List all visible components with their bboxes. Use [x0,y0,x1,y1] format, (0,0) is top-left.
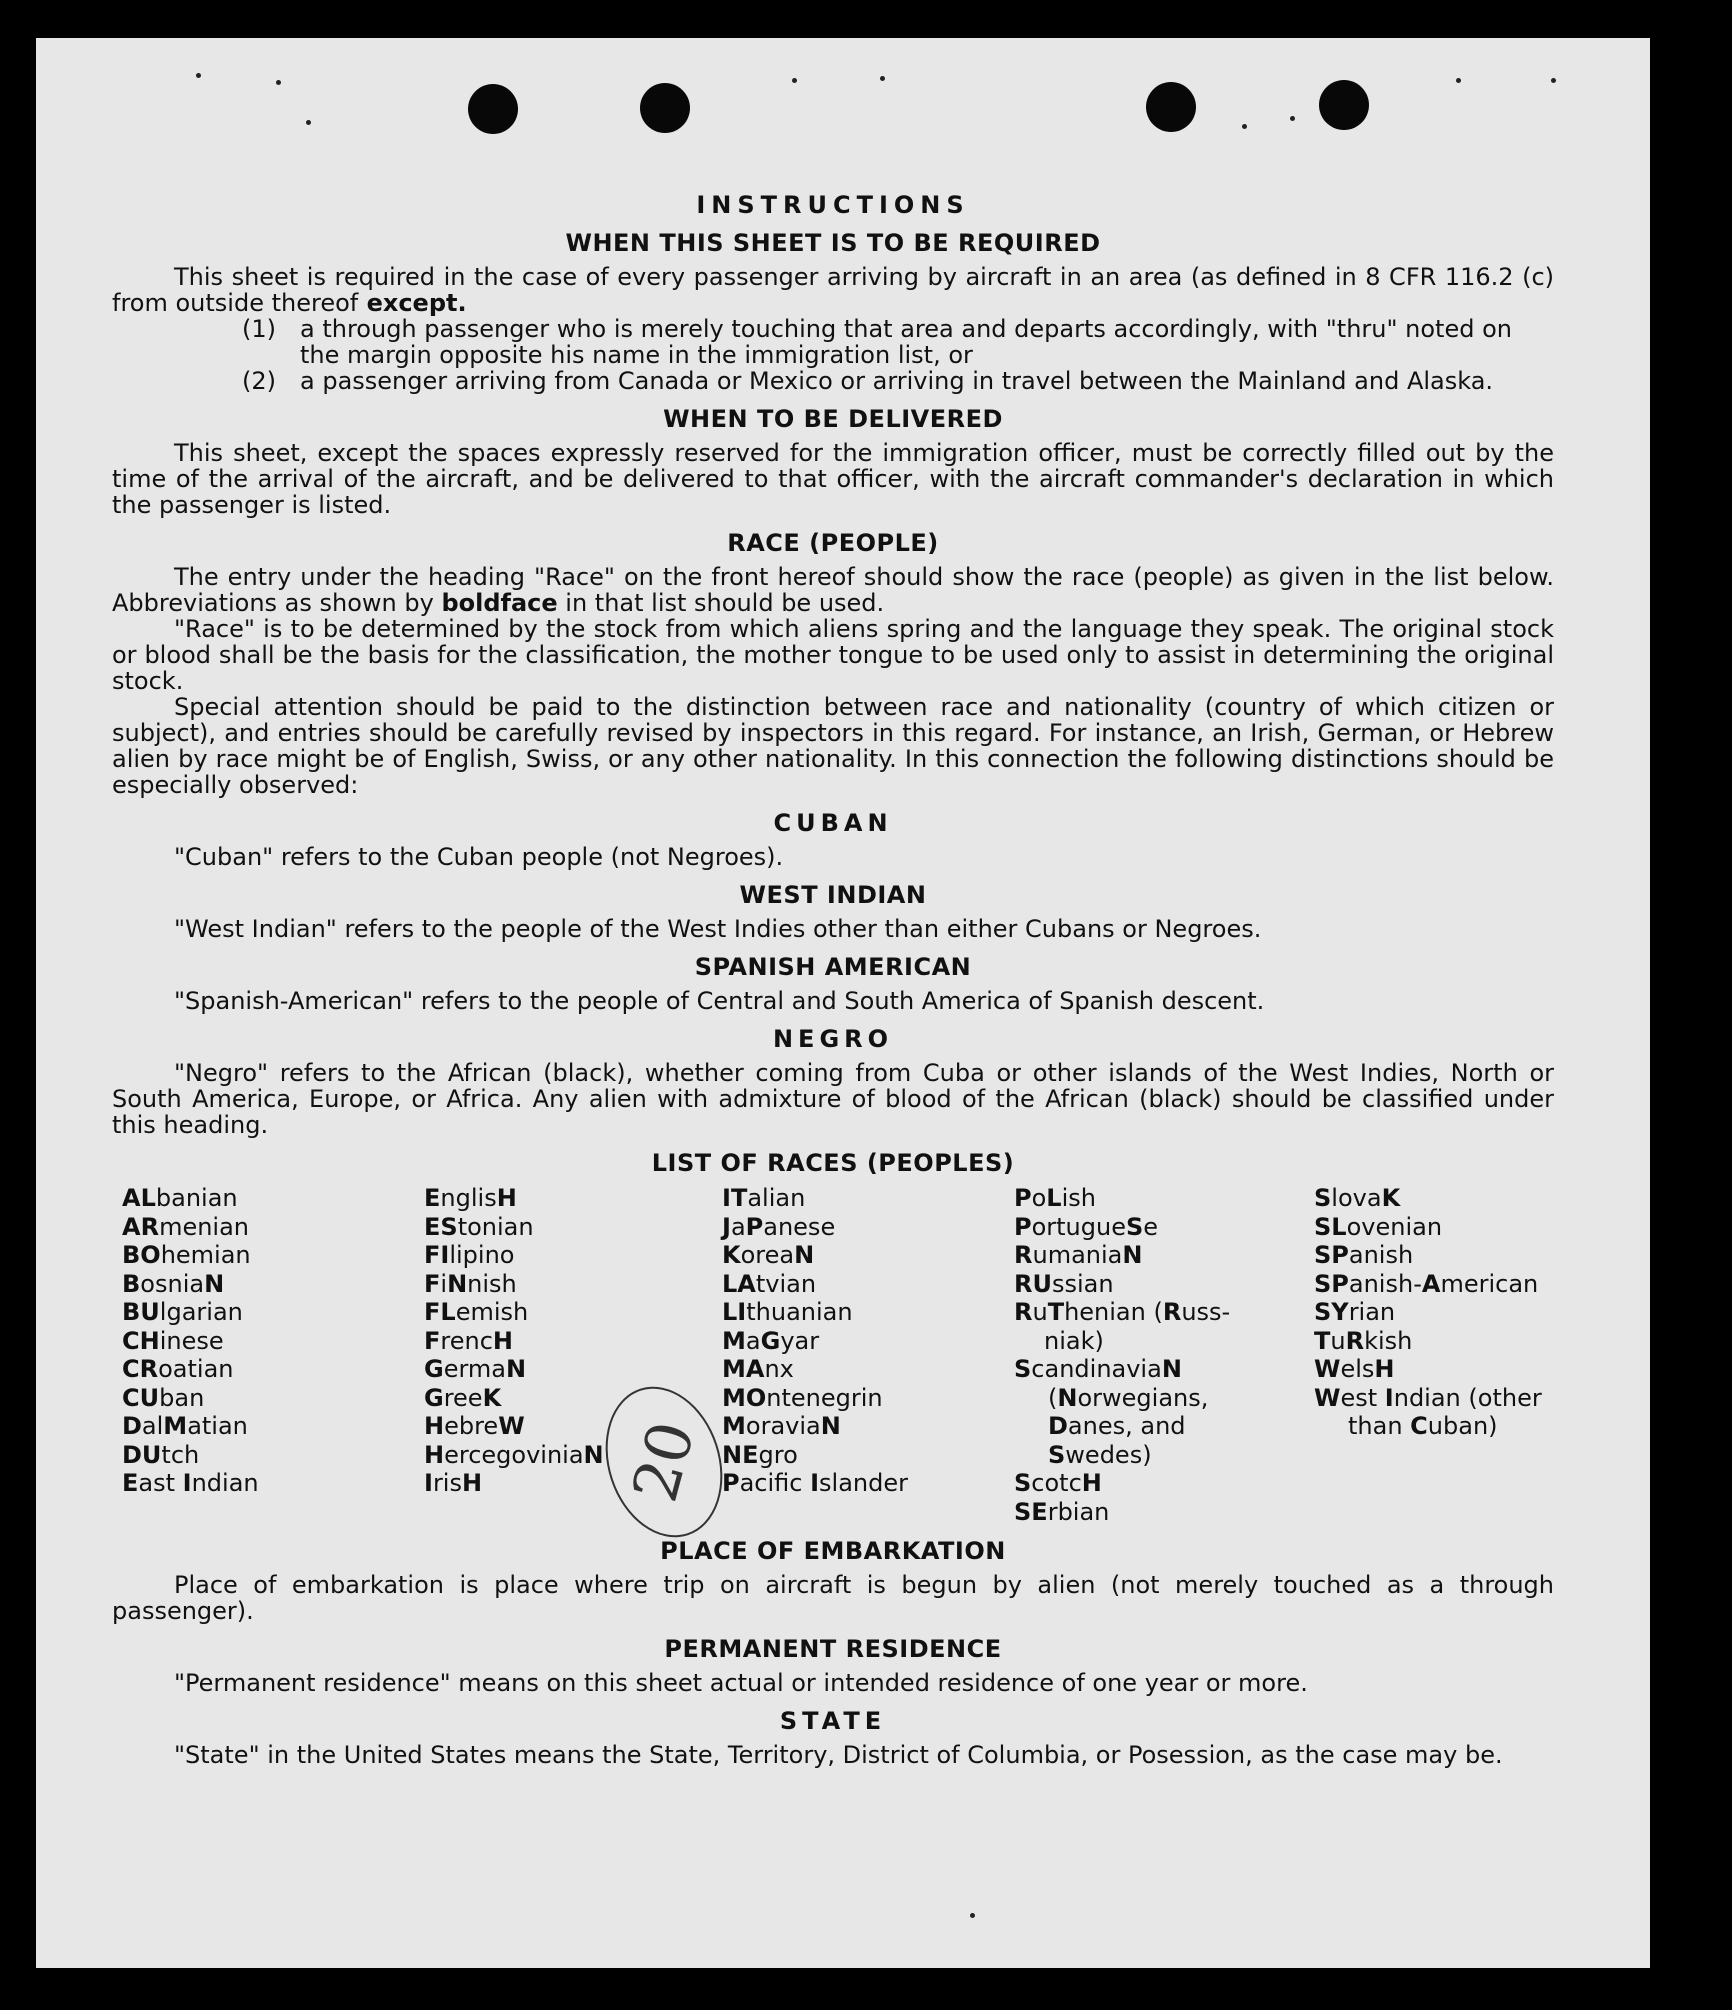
races-column [1314,1184,1554,1526]
race-entry: Pacific Islander [722,1469,909,1497]
race-entry: SYrian [1314,1298,1396,1326]
section-heading: LIST OF RACES (PEOPLES) [651,1149,1015,1177]
race-entry: HercegoviniaN [424,1440,604,1469]
page-title: INSTRUCTIONS [696,191,970,219]
race-entry: West Indian (other [1314,1383,1542,1412]
speck [1242,124,1247,129]
instructions-body [112,150,1554,1768]
handwritten-number: 20 [617,1413,709,1510]
race-entry: RuThenian (Russ- [1014,1298,1231,1326]
race-entry: ARmenian [122,1212,250,1241]
race-entry: DalMatian [122,1412,248,1440]
speck [1290,116,1295,121]
paragraph: This sheet, except the spaces expressly reserved for the immigration officer, must be correctly filled out by the time of the arrival of the aircraft, and be delivered to that officer, with the aircraft commander's declaration in which the passenger is listed. [112,439,1554,519]
race-entry: ScandinaviaN [1014,1355,1182,1383]
race-entry: ITalian [722,1184,806,1212]
race-entry: Swedes) [1048,1440,1152,1469]
paragraph: "Cuban" refers to the Cuban people (not Negroes). [174,843,784,871]
race-entry: HebreW [424,1412,525,1440]
race-entry: GermaN [424,1355,527,1383]
paragraph: "Negro" refers to the African (black), whether coming from Cuba or other islands of the West Indies, North or South America, Europe, or Africa. Any alien with admixture of blood of the African (black) should be classified under this heading. [112,1059,1554,1139]
races-list [112,1184,1554,1526]
races-column [112,1184,424,1526]
race-entry: BUlgarian [122,1298,243,1326]
race-entry: FiNnish [424,1269,517,1298]
race-entry: FIlipino [424,1241,515,1269]
paragraph: Special attention should be paid to the distinction between race and nationality (country of which citizen or subject), and entries should be carefully revised by inspectors in this regard. For instance, an Irish, German, or Hebrew alien by race might be of English, Swiss, or any other nationality. In this connection the following distinctions should be especially observed: [112,693,1554,799]
races-column [722,1184,1014,1526]
race-entry: TuRkish [1314,1326,1413,1355]
race-entry: GreeK [424,1383,502,1412]
punch-hole [1146,82,1196,132]
section-heading: PERMANENT RESIDENCE [664,1635,1002,1663]
speck [880,76,885,81]
section-heading: PLACE OF EMBARKATION [660,1537,1006,1565]
section-heading: CUBAN [773,809,893,837]
paragraph: "Race" is to be determined by the stock from which aliens spring and the language they speak. The original stock or blood shall be the basis for the classification, the mother tongue to be used only to assist in determining the original stock. [112,615,1554,695]
race-entry: SErbian [1014,1497,1110,1526]
race-entry: FrencH [424,1326,514,1355]
race-entry: EStonian [424,1212,534,1241]
race-entry: SPanish [1314,1241,1414,1269]
race-entry: MAnx [722,1355,794,1383]
punch-hole [1319,80,1369,130]
race-entry: PortugueSe [1014,1212,1159,1241]
section-heading: NEGRO [772,1025,894,1053]
race-entry: CRoatian [122,1355,234,1383]
race-entry: DUtch [122,1440,200,1469]
race-entry: Danes, and [1048,1412,1186,1440]
race-entry: BosniaN [122,1269,225,1298]
speck [306,120,311,125]
race-entry: BOhemian [122,1241,251,1269]
section-heading: RACE (PEOPLE) [727,529,939,557]
speck [196,73,201,78]
list-item: (2) a passenger arriving from Canada or Mexico or arriving in travel between the Mainland and Alaska. [242,367,1494,395]
race-entry: CUban [122,1383,205,1412]
race-entry: SPanish-American [1314,1269,1539,1298]
section-heading: WHEN THIS SHEET IS TO BE REQUIRED [565,229,1101,257]
race-entry: MOntenegrin [722,1383,883,1412]
race-entry: SlovaK [1314,1184,1401,1212]
race-entry: RumaniaN [1014,1241,1143,1269]
paragraph: Place of embarkation is place where trip on aircraft is begun by alien (not merely touched as a through passenger). [112,1571,1554,1625]
speck [970,1913,975,1918]
paragraph: This sheet is required in the case of every passenger arriving by aircraft in an area (as defined in 8 CFR 116.2 (c) from outside thereof except. [112,263,1554,317]
race-entry: FLemish [424,1298,529,1326]
race-entry: LIthuanian [722,1298,853,1326]
race-entry: MoraviaN [722,1412,841,1440]
speck [1456,78,1461,83]
race-entry: MaGyar [722,1326,820,1355]
race-entry: niak) [1044,1326,1104,1355]
race-entry: (Norwegians, [1048,1383,1209,1412]
race-entry: RUssian [1014,1269,1114,1298]
race-entry: PoLish [1014,1184,1096,1212]
speck [276,80,281,85]
section-heading: STATE [779,1707,887,1735]
race-entry: IrisH [424,1469,483,1497]
race-entry: SLovenian [1314,1212,1443,1241]
section-heading: SPANISH AMERICAN [694,953,972,981]
paragraph: "State" in the United States means the State, Territory, District of Columbia, or Posession, as the case may be. [174,1741,1503,1769]
race-entry: EnglisH [424,1184,517,1212]
races-column [1014,1184,1314,1526]
race-entry: than Cuban) [1348,1412,1498,1440]
paragraph: "Permanent residence" means on this sheet actual or intended residence of one year or more. [174,1669,1308,1697]
punch-hole [468,84,518,134]
section-heading: WEST INDIAN [739,881,927,909]
speck [1551,78,1556,83]
paragraph: "Spanish-American" refers to the people of Central and South America of Spanish descent. [174,987,1265,1015]
race-entry: NEgro [722,1440,798,1469]
race-entry: CHinese [122,1326,224,1355]
race-entry: ALbanian [122,1184,238,1212]
race-entry: JaPanese [722,1212,836,1241]
speck [792,78,797,83]
race-entry: KoreaN [722,1241,815,1269]
list-item: (1) a through passenger who is merely touching that area and departs accordingly, with "thru" noted on the margin opposite his name in the immigration list, or [242,315,1512,369]
paragraph: The entry under the heading "Race" on the front hereof should show the race (people) as given in the list below. Abbreviations as shown by boldface in that list should be used. [112,563,1554,617]
race-entry: WelsH [1314,1355,1395,1383]
paragraph: "West Indian" refers to the people of the West Indies other than either Cubans or Negroes. [174,915,1262,943]
race-entry: East Indian [122,1469,259,1497]
race-entry: ScotcH [1014,1469,1102,1497]
punch-hole [640,83,690,133]
race-entry: LAtvian [722,1269,817,1298]
section-heading: WHEN TO BE DELIVERED [663,405,1003,433]
